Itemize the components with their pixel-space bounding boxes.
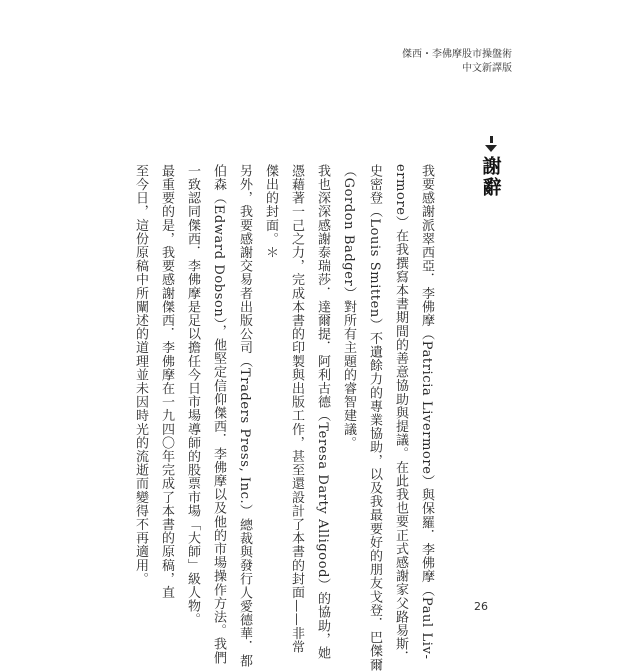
text-column: 至今日，這份原稿中所闡述的道理並未因時光的流逝而變得不再適用。 bbox=[133, 164, 148, 586]
text-column: 最重要的是，我要感謝傑西．李佛摩在一九四〇年完成了本書的原稿，直 bbox=[159, 164, 174, 600]
text-column: ermore）在我撰寫本書期間的善意協助與提議。在此我也要正式感謝家父路易斯． bbox=[393, 164, 408, 665]
text-column: 伯森（Edward Dobson），他堅定信仰傑西．李佛摩以及他的市場操作方法。我們 bbox=[211, 164, 226, 665]
edition-label: 中文新譯版 bbox=[462, 63, 512, 74]
chapter-heading bbox=[464, 136, 518, 198]
text-column: 我要感謝派翠西亞．李佛摩（Patricia Livermore）與保羅．李佛摩（Paul Liv- bbox=[419, 164, 434, 660]
page-number: 26 bbox=[474, 600, 488, 613]
text-column: 另外，我要感謝交易者出版公司（Traders Press, Inc.）總裁與發行人愛德華．都 bbox=[237, 164, 252, 668]
text-column: （Gordon Badger）對所有主題的睿智建議。 bbox=[341, 164, 356, 450]
pen-nib-icon bbox=[490, 136, 493, 143]
text-column: 史密登（Louis Smitten）不遺餘力的專業協助，以及我最要好的朋友戈登．巴傑爾 bbox=[367, 164, 382, 672]
text-column: 一致認同傑西．李佛摩是足以擔任今日市場導師的股票市場「大師」級人物。 bbox=[185, 164, 200, 627]
body-text bbox=[133, 164, 434, 672]
book-title: 傑西・李佛摩股市操盤術 bbox=[402, 49, 512, 60]
text-column: 我也深深感謝泰瑞莎．達爾提．阿利古德（Teresa Darty Alligood）的協助，她 bbox=[315, 164, 330, 660]
text-column: 傑出的封面。＊ bbox=[263, 164, 278, 260]
running-header bbox=[402, 48, 512, 76]
chapter-title: 謝辭 bbox=[479, 156, 502, 198]
text-column: 憑藉著一己之力，完成本書的印製與出版工作，甚至還設計了本書的封面——非常 bbox=[289, 164, 304, 654]
triangle-marker-icon bbox=[485, 145, 497, 152]
